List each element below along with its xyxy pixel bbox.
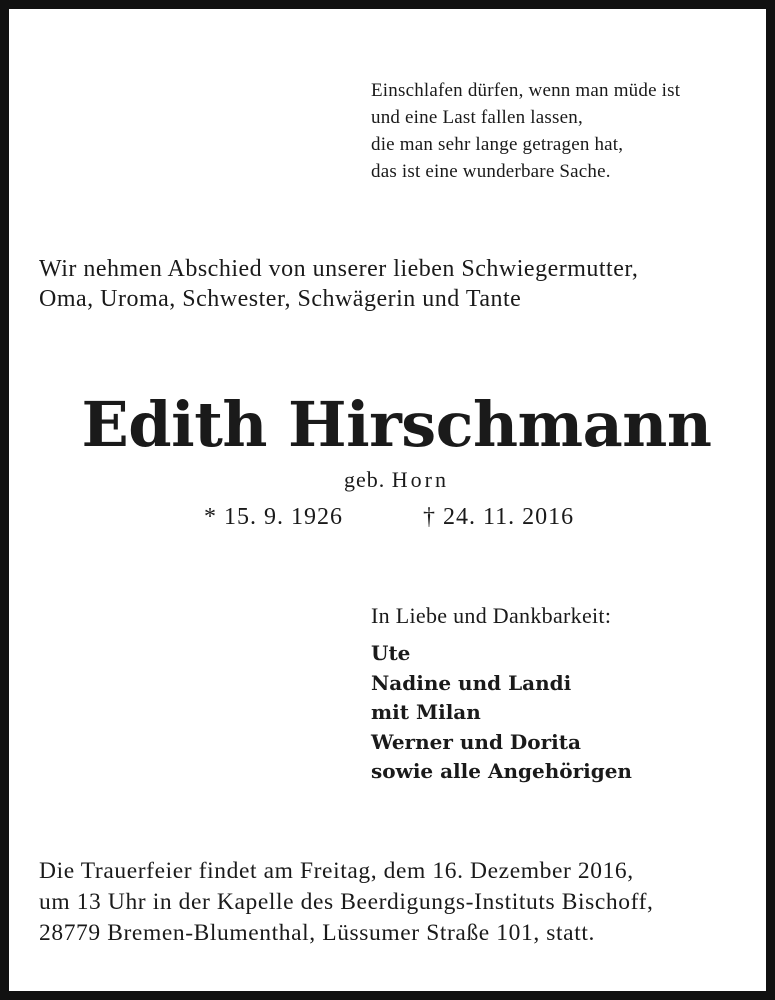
intro-line: Wir nehmen Abschied von unserer lieben Schwiegermutter, <box>39 256 639 282</box>
quote-line: Einschlafen dürfen, wenn man müde ist <box>371 80 681 101</box>
funeral-service-info <box>39 856 653 949</box>
quote-line: und eine Last fallen lassen, <box>371 107 583 128</box>
farewell-intro <box>39 254 638 314</box>
service-line: um 13 Uhr in der Kapelle des Beerdigungs-Instituts Bischoff, <box>39 889 654 915</box>
mourner-name: Ute <box>371 641 411 665</box>
mourners-list <box>371 639 632 787</box>
mourners-heading: In Liebe und Dankbarkeit: <box>371 603 612 628</box>
service-line: 28779 Bremen-Blumenthal, Lüssumer Straße 101, statt. <box>39 920 595 946</box>
death-date: † 24. 11. 2016 <box>423 504 575 530</box>
born-prefix: geb. <box>344 467 386 492</box>
epigraph-quote <box>371 77 680 185</box>
mourner-name: Nadine und Landi <box>371 670 572 695</box>
quote-line: die man sehr lange getragen hat, <box>371 134 624 155</box>
maiden-name-line <box>9 466 775 494</box>
deceased-name: Edith Hirschmann <box>81 388 712 461</box>
mourner-name: Werner und Dorita <box>371 729 581 754</box>
service-line: Die Trauerfeier findet am Freitag, dem 16. Dezember 2016, <box>39 858 634 884</box>
mourner-name: mit Milan <box>371 700 481 724</box>
mourner-name: sowie alle Angehörigen <box>371 759 632 783</box>
quote-line: das ist eine wunderbare Sache. <box>371 161 611 182</box>
maiden-name: Horn <box>391 467 449 492</box>
intro-line: Oma, Uroma, Schwester, Schwägerin und Tante <box>39 286 522 312</box>
birth-date: * 15. 9. 1926 <box>204 504 343 530</box>
